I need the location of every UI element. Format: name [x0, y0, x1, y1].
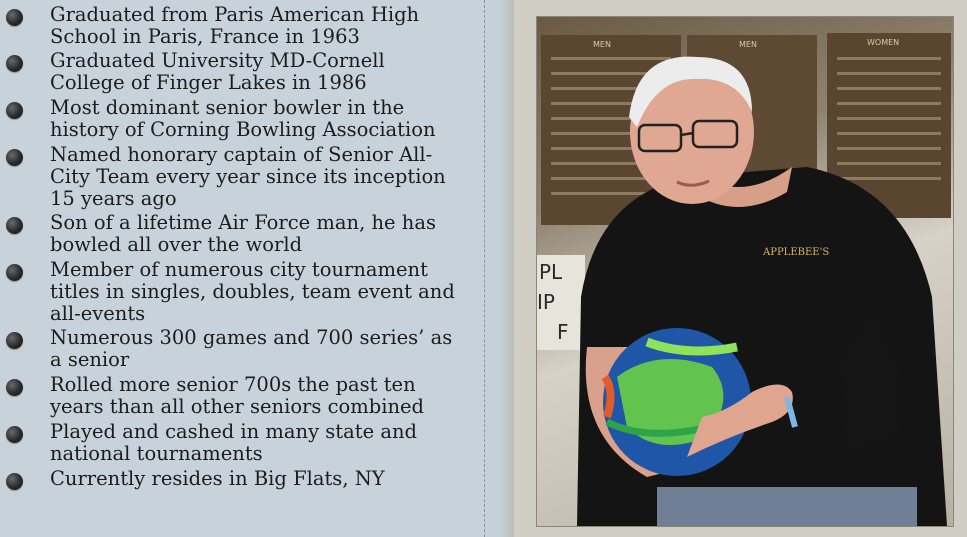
bullet-icon — [6, 473, 23, 490]
bullet-icon — [6, 264, 23, 281]
bullet-icon — [6, 102, 23, 119]
bullet-icon — [6, 332, 23, 349]
bullet-icon — [6, 217, 23, 234]
bullet-icon — [6, 55, 23, 72]
bowler-photo-illustration — [537, 17, 953, 526]
sign-text: IP — [537, 290, 555, 314]
jeans — [657, 487, 917, 526]
board-label: MEN — [739, 40, 757, 49]
bullet-icon — [6, 9, 23, 26]
sign-text: F — [557, 320, 569, 344]
panel-shadow — [500, 0, 514, 537]
bullet-icon — [6, 426, 23, 443]
board-label: MEN — [593, 40, 611, 49]
bullet-icon — [6, 149, 23, 166]
board-label: WOMEN — [867, 38, 900, 47]
shirt-logo: APPLEBEE'S — [763, 247, 830, 258]
bowler-photo — [536, 16, 954, 527]
divider — [484, 0, 485, 537]
bullet-panel: Graduated from Paris American High School in Paris, France in 1963 Graduated University MD-Cornell College of Finger Lakes in 1986 Most dominant senior bowler in the history of Corning Bowling Association Named honorary captain of Senior All-City Team every year since its inception 15 years ago Son of a lifetime Air Force man, he has bowled all over the world Member of numerous city tournament titles in singles, doubles, team event and all-events Numerous 300 games and 700 series’ as a senior Rolled more senior 700s the past ten years than all other seniors combined Played and cashed in many state and national tournaments Currently resides in Big Flats, NY — [0, 0, 484, 537]
sign-text: PL — [539, 260, 563, 284]
bullet-icon — [6, 379, 23, 396]
